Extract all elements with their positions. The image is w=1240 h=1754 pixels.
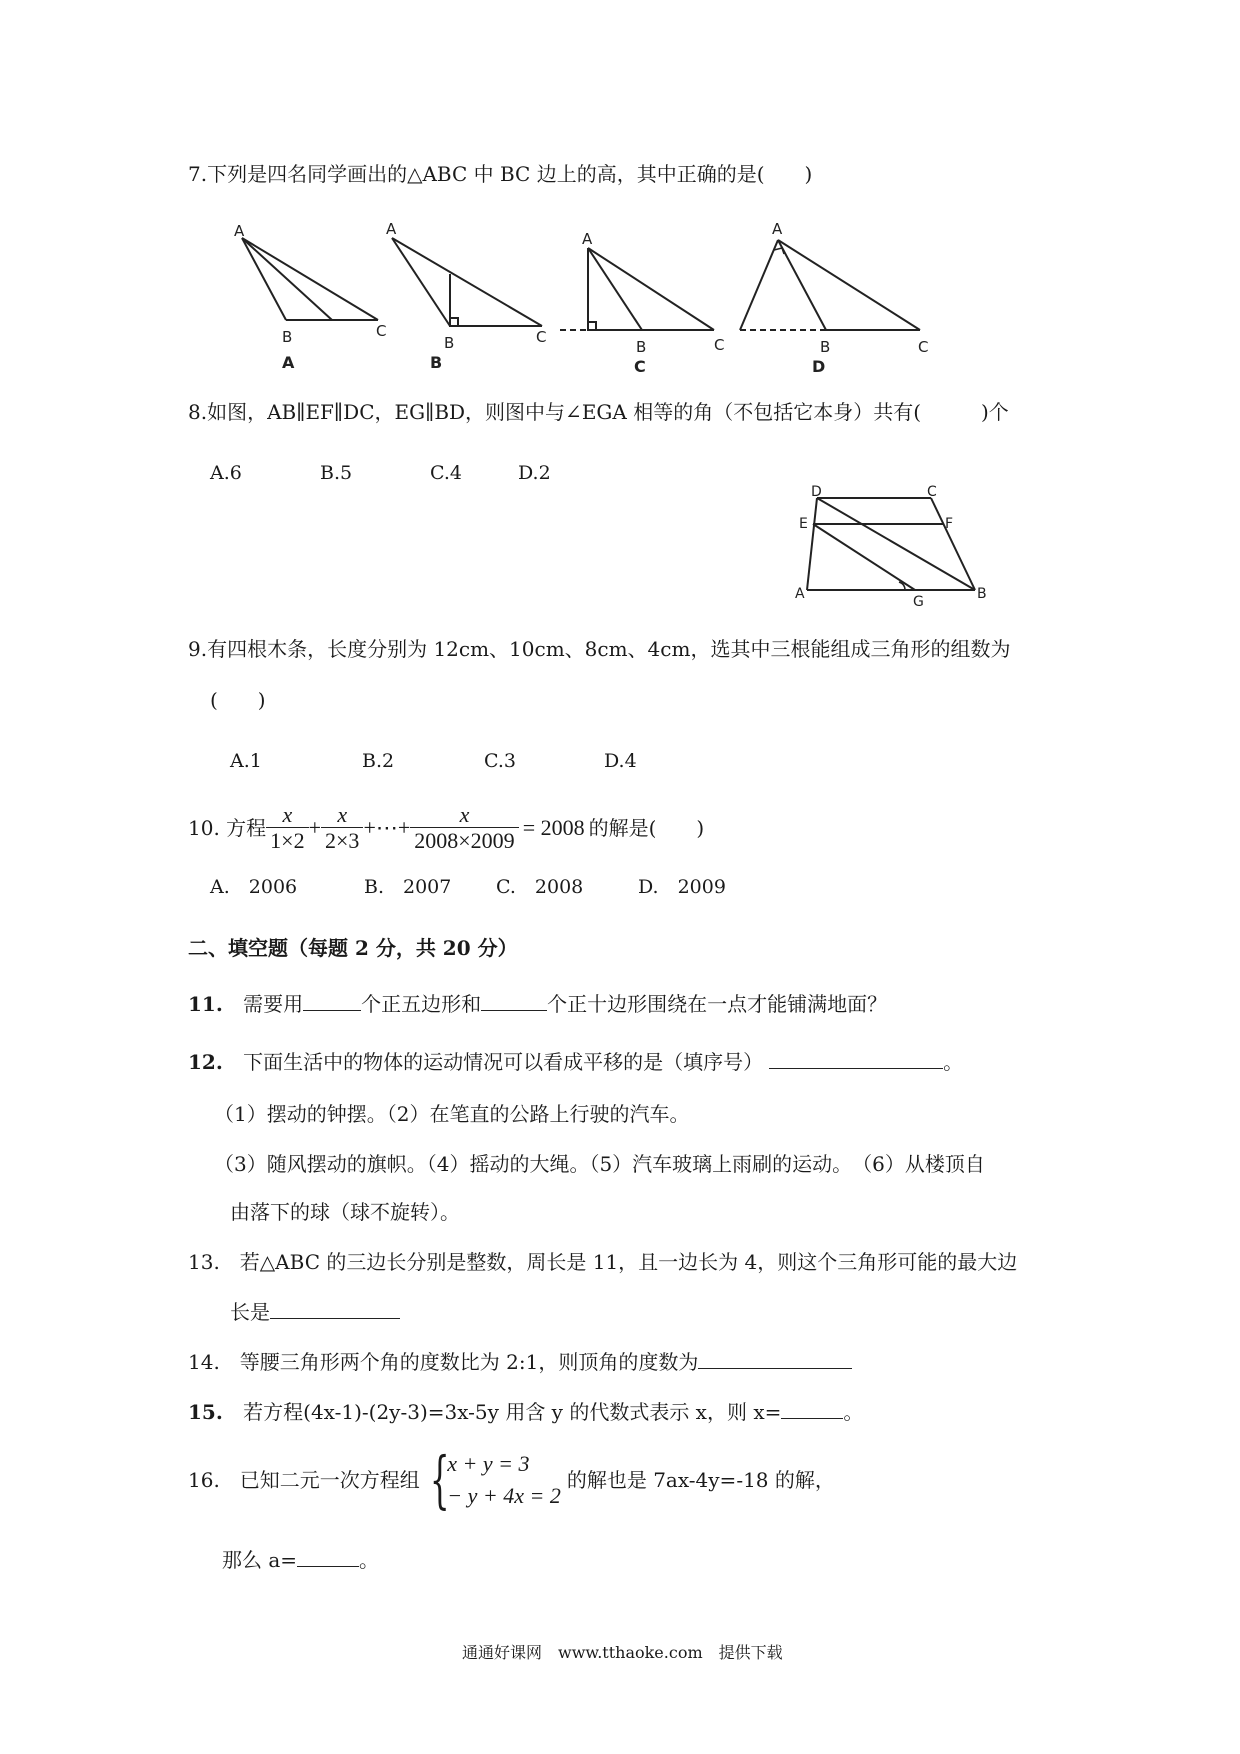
q16-prefix: 16. 已知二元一次方程组 (188, 1468, 420, 1492)
q10-ellipsis: +⋯+ (363, 815, 411, 840)
q7-d-label: D (812, 357, 826, 376)
q16-line-2-end: 。 (359, 1548, 380, 1572)
q9-option-b: B.2 (362, 750, 395, 772)
q11-blank-1[interactable] (303, 990, 361, 1011)
q7-a-vertex-c: C (376, 322, 387, 340)
q16-blank[interactable] (297, 1546, 359, 1567)
q7-b-vertex-a: A (386, 220, 397, 238)
q8-label-f: F (945, 516, 954, 532)
q12-blank[interactable] (769, 1048, 943, 1069)
q7-c-label: C (634, 357, 646, 376)
q7-figure-c (560, 248, 714, 330)
q14-blank[interactable] (698, 1348, 852, 1369)
q13-text: 13. 若△ABC 的三边长分别是整数，周长是 11，且一边长为 4，则这个三角形可能的最大边 (188, 1250, 1018, 1274)
q7-a-vertex-a: A (234, 222, 245, 240)
q16-line-2-text: 那么 a= (222, 1548, 298, 1572)
q7-c-vertex-c: C (714, 336, 725, 354)
q7-stem: 7.下列是四名同学画出的△ABC 中 BC 边上的高，其中正确的是( ) (188, 162, 813, 186)
q16-line-2 (222, 1546, 379, 1574)
q8-stem: 8.如图，AB∥EF∥DC，EG∥BD，则图中与∠EGA 相等的角（不包括它本身）共有( )个 (188, 400, 1009, 424)
q8-label-c: C (927, 484, 937, 500)
q10-fraction-2 (321, 803, 363, 854)
q12-line-1: （1）摆动的钟摆。（2）在笔直的公路上行驶的汽车。 (214, 1102, 690, 1126)
q12-end: 。 (943, 1050, 964, 1074)
q9-option-d: D.4 (604, 750, 637, 772)
q8-option-b: B.5 (320, 462, 353, 484)
q7-figures (230, 218, 960, 378)
q13-blank[interactable] (270, 1298, 400, 1319)
q11 (188, 990, 887, 1018)
q13-line-2 (230, 1298, 400, 1326)
q14 (188, 1348, 852, 1376)
q7-d-vertex-c: C (918, 338, 929, 356)
q10-equation (188, 796, 704, 860)
q10-option-d: D. 2009 (638, 876, 726, 898)
q10-option-c: C. 2008 (496, 876, 584, 898)
q12-number: 12. (188, 1050, 223, 1074)
q15-blank[interactable] (781, 1398, 843, 1419)
q11-blank-2[interactable] (481, 990, 547, 1011)
q10-prefix: 10. 方程 (188, 816, 267, 840)
q10-frac1-denominator: 1×2 (266, 827, 308, 854)
q7-a-vertex-b: B (282, 328, 293, 346)
q9-stem: 9.有四根木条，长度分别为 12cm、10cm、8cm、4cm，选其中三根能组成三角形的组数为 (188, 637, 1011, 661)
q7-figure-b (392, 238, 542, 326)
q8-option-c: C.4 (430, 462, 462, 484)
q7-figure-d (740, 240, 920, 330)
q7-b-label: B (430, 353, 443, 372)
q10-plus: + (308, 815, 322, 840)
q10-frac1-numerator: x (282, 801, 293, 827)
q15-end: 。 (843, 1400, 864, 1424)
q7-a-label: A (282, 353, 295, 372)
q12-line-3: 由落下的球（球不旋转）。 (230, 1200, 460, 1224)
q11-number: 11. (188, 992, 223, 1016)
q8-figure (795, 484, 1000, 609)
q7-b-vertex-c: C (536, 328, 547, 346)
q10-fraction-1 (266, 803, 308, 854)
q16-system (447, 1448, 561, 1512)
q7-d-vertex-a: A (772, 220, 783, 238)
q16-eq-2: − y + 4x = 2 (447, 1483, 561, 1508)
q9-option-a: A.1 (230, 750, 262, 772)
q10-frac2-denominator: 2×3 (321, 827, 363, 854)
q11-text-3: 个正十边形围绕在一点才能铺满地面？ (547, 992, 888, 1016)
q12 (188, 1048, 963, 1076)
page-footer: 通通好课网 www.tthaoke.com 提供下载 (462, 1643, 783, 1662)
q16-eq-1: x + y = 3 (447, 1451, 530, 1476)
q15-number: 15. (188, 1400, 223, 1424)
q15-text: 若方程(4x-1)-(2y-3)=3x-5y 用含 y 的代数式表示 x，则 x= (243, 1400, 782, 1424)
q9-paren: ( ) (210, 688, 266, 712)
q10-option-a: A. 2006 (210, 876, 298, 898)
q11-text-2: 个正五边形和 (361, 992, 482, 1016)
q14-text: 14. 等腰三角形两个角的度数比为 2:1，则顶角的度数为 (188, 1350, 699, 1374)
q10-suffix: 的解是( ) (588, 816, 705, 840)
q13-text-2: 长是 (230, 1300, 270, 1324)
q16 (188, 1444, 835, 1516)
q8-label-e: E (799, 516, 808, 532)
q8-option-d: D.2 (518, 462, 551, 484)
q15 (188, 1398, 863, 1426)
q7-figure-a (242, 238, 378, 320)
q16-suffix: 的解也是 7ax-4y=-18 的解， (566, 1468, 835, 1492)
q11-text-1: 需要用 (243, 992, 304, 1016)
q7-b-vertex-b: B (444, 334, 455, 352)
q10-option-b: B. 2007 (364, 876, 452, 898)
q16-brace-icon: { (429, 1443, 450, 1516)
q12-line-2: （3）随风摆动的旗帜。（4）摇动的大绳。（5）汽车玻璃上雨刷的运动。 （6）从楼顶自 (214, 1152, 985, 1176)
q8-label-b: B (977, 586, 987, 602)
q8-label-a: A (795, 586, 805, 602)
q10-frac3-denominator: 2008×2009 (410, 827, 518, 854)
q12-text: 下面生活中的物体的运动情况可以看成平移的是（填序号） (243, 1050, 764, 1074)
q10-frac2-numerator: x (337, 801, 348, 827)
q7-d-vertex-b: B (820, 338, 831, 356)
q10-rhs: = 2008 (522, 815, 585, 840)
q7-c-vertex-a: A (582, 230, 593, 248)
q10-fraction-3 (410, 803, 518, 854)
q8-option-a: A.6 (210, 462, 242, 484)
q10-frac3-numerator: x (459, 801, 470, 827)
q9-option-c: C.3 (484, 750, 516, 772)
section-2-title: 二、填空题（每题 2 分，共 20 分） (188, 936, 518, 960)
q7-c-vertex-b: B (636, 338, 647, 356)
q8-label-d: D (811, 484, 822, 500)
q8-label-g: G (913, 594, 924, 609)
